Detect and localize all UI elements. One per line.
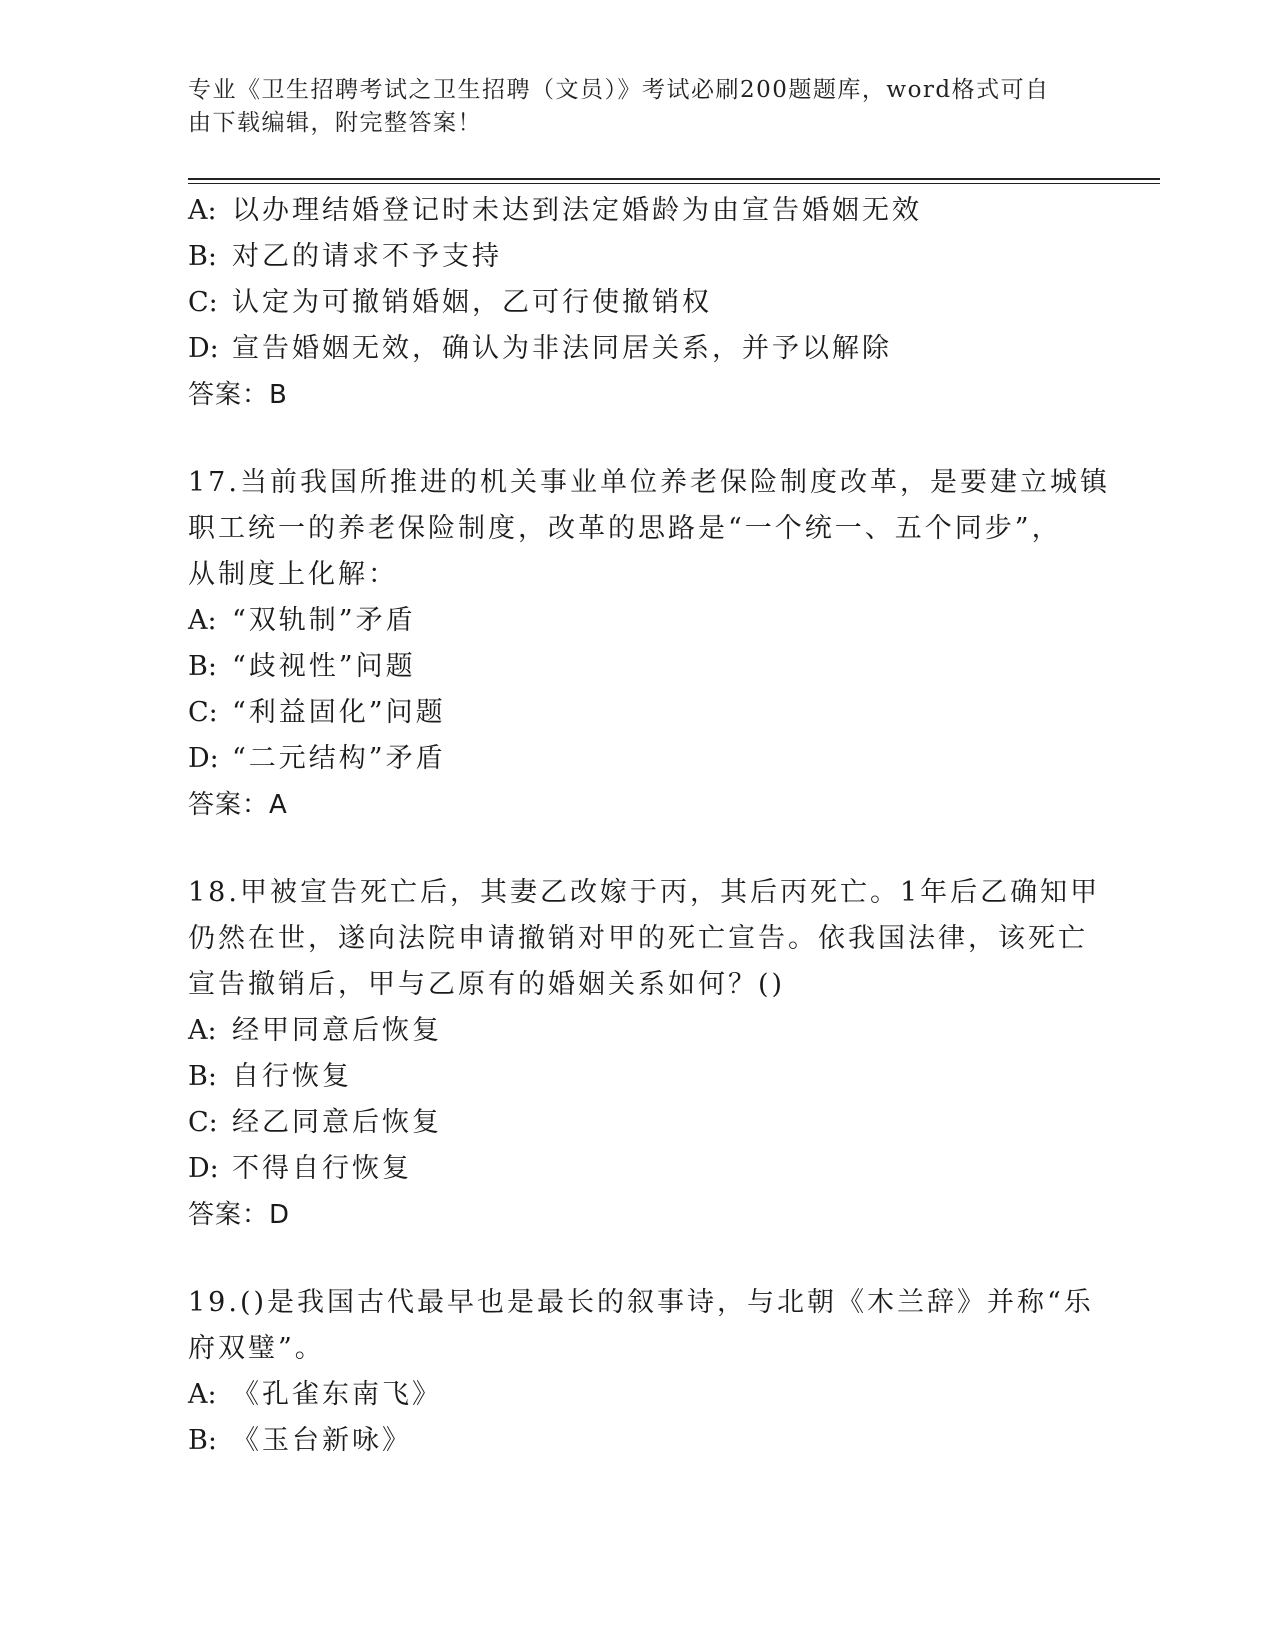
header-rule-thin — [188, 183, 1160, 184]
option-text: 以办理结婚登记时未达到法定婚龄为由宣告婚姻无效 — [232, 195, 922, 226]
question-block-19 — [188, 1280, 1094, 1464]
question-list — [188, 188, 1110, 1464]
option-b — [188, 1054, 1088, 1100]
option-label: D: — [188, 1153, 219, 1184]
answer-line: 答案：B — [188, 380, 288, 410]
header-line-1: 专业《卫生招聘考试之卫生招聘（文员）》考试必刷200题题库，word格式可自 — [188, 77, 1050, 103]
option-text: “利益固化”问题 — [232, 697, 446, 728]
answer-line: 答案：D — [188, 1200, 291, 1230]
question-text-line: 18.甲被宣告死亡后，其妻乙改嫁于丙，其后丙死亡。1年后乙确知甲 — [188, 877, 1101, 908]
option-text: 经甲同意后恢复 — [232, 1015, 442, 1046]
option-text: 自行恢复 — [232, 1061, 352, 1092]
option-text: 经乙同意后恢复 — [232, 1107, 442, 1138]
option-b — [188, 1418, 1088, 1464]
option-b — [188, 644, 1088, 690]
option-c — [188, 1100, 1088, 1146]
option-text: 宣告婚姻无效，确认为非法同居关系，并予以解除 — [232, 333, 892, 364]
option-a — [188, 598, 1088, 644]
question-block-18 — [188, 870, 1101, 1238]
document-header — [188, 74, 1068, 140]
question-block-17 — [188, 460, 1110, 828]
option-c — [188, 280, 1088, 326]
option-label: B: — [188, 1061, 217, 1092]
answer-line: 答案：A — [188, 790, 288, 820]
option-a — [188, 188, 1088, 234]
option-text: 不得自行恢复 — [232, 1153, 412, 1184]
option-label: B: — [188, 241, 217, 272]
option-label: A: — [188, 195, 217, 226]
question-text-line: 仍然在世，遂向法院申请撤销对甲的死亡宣告。依我国法律，该死亡 — [188, 923, 1088, 954]
option-text: “歧视性”问题 — [232, 651, 416, 682]
option-label: A: — [188, 1379, 217, 1410]
option-d — [188, 326, 1088, 372]
question-text-line: 19.()是我国古代最早也是最长的叙事诗，与北朝《木兰辞》并称“乐 — [188, 1287, 1094, 1318]
option-text: 认定为可撤销婚姻，乙可行使撤销权 — [232, 287, 712, 318]
option-text: 对乙的请求不予支持 — [232, 241, 502, 272]
option-text: “二元结构”矛盾 — [232, 743, 446, 774]
question-text-line: 府双璧”。 — [188, 1333, 325, 1364]
question-block-16 — [188, 188, 1088, 418]
option-label: D: — [188, 743, 219, 774]
question-text-line: 从制度上化解： — [188, 559, 398, 590]
question-text-line: 职工统一的养老保险制度，改革的思路是“一个统一、五个同步”， — [188, 513, 1062, 544]
option-d — [188, 736, 1088, 782]
option-text: 《玉台新咏》 — [232, 1425, 412, 1456]
option-text: “双轨制”矛盾 — [232, 605, 416, 636]
option-a — [188, 1372, 1088, 1418]
option-label: D: — [188, 333, 219, 364]
option-label: A: — [188, 605, 217, 636]
option-d — [188, 1146, 1088, 1192]
option-label: C: — [188, 1107, 218, 1138]
option-b — [188, 234, 1088, 280]
option-c — [188, 690, 1088, 736]
question-text-line: 宣告撤销后，甲与乙原有的婚姻关系如何？() — [188, 969, 786, 1000]
option-label: C: — [188, 287, 218, 318]
header-line-2: 由下载编辑，附完整答案！ — [188, 110, 482, 136]
option-label: C: — [188, 697, 218, 728]
option-label: B: — [188, 651, 217, 682]
header-rule-thick — [188, 178, 1160, 180]
option-text: 《孔雀东南飞》 — [232, 1379, 442, 1410]
option-a — [188, 1008, 1088, 1054]
option-label: A: — [188, 1015, 217, 1046]
option-label: B: — [188, 1425, 217, 1456]
question-text-line: 17.当前我国所推进的机关事业单位养老保险制度改革，是要建立城镇 — [188, 467, 1110, 498]
